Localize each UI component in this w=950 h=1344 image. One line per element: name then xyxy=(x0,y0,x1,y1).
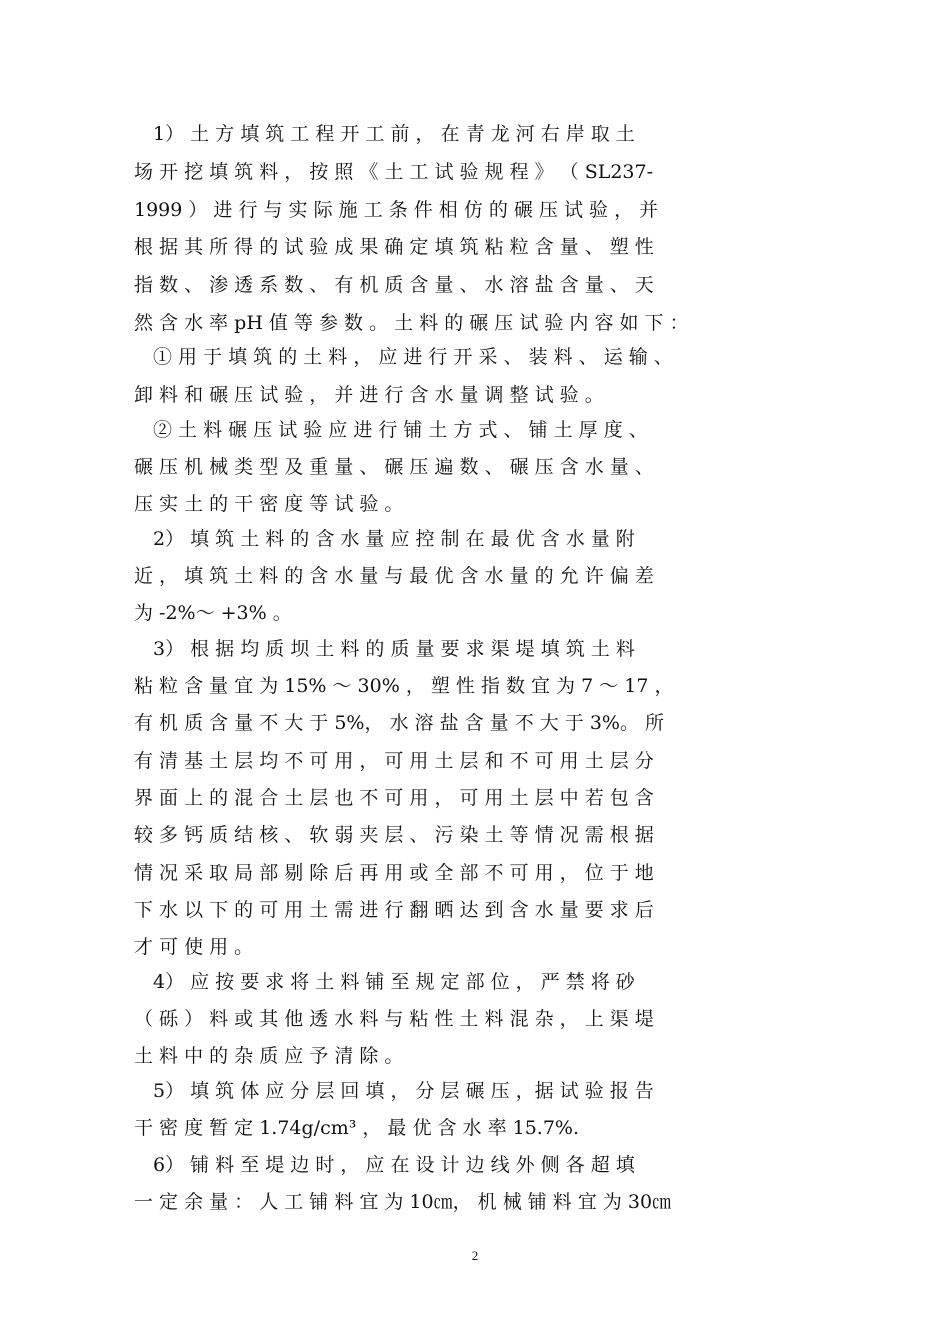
text-line: 干 密 度 暂 定 1.74g/cm³ ， 最 优 含 水 率 15.7%. xyxy=(134,1117,580,1139)
text-line: （ 砾 ） 料 或 其 他 透 水 料 与 粘 性 土 料 混 杂 ， 上 渠 堤 xyxy=(134,1008,654,1030)
text-line: 4） 应 按 要 求 将 土 料 铺 至 规 定 部 位 ， 严 禁 将 砂 xyxy=(134,971,635,993)
text-line: 1999 ） 进 行 与 实 际 施 工 条 件 相 仿 的 碾 压 试 验 ， 并 xyxy=(134,199,659,221)
text-line: 粘 粒 含 量 宜 为 15% ～ 30% ， 塑 性 指 数 宜 为 7 ～ 17 ， xyxy=(134,675,674,697)
text-line: 然 含 水 率 pH 值 等 参 数 。 土 料 的 碾 压 试 验 内 容 如 下 ： xyxy=(134,312,689,334)
text-line: 有 机 质 含 量 不 大 于 5%， 水 溶 盐 含 量 不 大 于 3%。 所 xyxy=(134,712,664,734)
text-line: 5） 填 筑 体 应 分 层 回 填 ， 分 层 碾 压 ，据 试 验 报 告 xyxy=(134,1080,654,1102)
text-line: 下 水 以 下 的 可 用 土 需 进 行 翻 晒 达 到 含 水 量 要 求 后 xyxy=(134,899,654,921)
text-line: 场 开 挖 填 筑 料 ， 按 照 《 土 工 试 验 规 程 》 （ SL237- xyxy=(134,161,654,183)
text-line: 较 多 钙 质 结 核 、 软 弱 夹 层 、 污 染 土 等 情 况 需 根 据 xyxy=(134,824,654,846)
text-line: 卸 料 和 碾 压 试 验 ， 并 进 行 含 水 量 调 整 试 验 。 xyxy=(134,384,604,406)
text-line: 根 据 其 所 得 的 试 验 成 果 确 定 填 筑 粘 粒 含 量 、 塑 性 xyxy=(134,236,654,258)
text-line: 为 -2%～ +3% 。 xyxy=(134,602,292,624)
text-line: 1） 土 方 填 筑 工 程 开 工 前 ， 在 青 龙 河 右 岸 取 土 xyxy=(134,123,635,145)
text-line: 指 数 、 渗 透 系 数 、 有 机 质 含 量 、 水 溶 盐 含 量 、 天 xyxy=(134,274,654,296)
text-line: 有 清 基 土 层 均 不 可 用 ， 可 用 土 层 和 不 可 用 土 层 分 xyxy=(134,750,654,772)
page-number: 2 xyxy=(471,1248,479,1263)
text-line: 6） 铺 料 至 堤 边 时 ， 应 在 设 计 边 线 外 侧 各 超 填 xyxy=(134,1154,635,1176)
text-line: 才 可 使 用 。 xyxy=(134,936,254,958)
text-line: 一 定 余 量 ： 人 工 铺 料 宜 为 10㎝， 机 械 铺 料 宜 为 30㎝ xyxy=(134,1191,672,1213)
text-line: 情 况 采 取 局 部 剔 除 后 再 用 或 全 部 不 可 用 ， 位 于 地 xyxy=(134,862,654,884)
text-line: ① 用 于 填 筑 的 土 料 ， 应 进 行 开 采 、 装 料 、 运 输 、 xyxy=(134,346,673,368)
text-line: 压 实 土 的 干 密 度 等 试 验 。 xyxy=(134,493,404,515)
text-line: 3） 根 据 均 质 坝 土 料 的 质 量 要 求 渠 堤 填 筑 土 料 xyxy=(134,638,635,660)
text-line: 近 ， 填 筑 土 料 的 含 水 量 与 最 优 含 水 量 的 允 许 偏 差 xyxy=(134,565,654,587)
text-line: 2） 填 筑 土 料 的 含 水 量 应 控 制 在 最 优 含 水 量 附 xyxy=(134,528,635,550)
text-line: 土 料 中 的 杂 质 应 予 清 除 。 xyxy=(134,1045,404,1067)
text-line: 碾 压 机 械 类 型 及 重 量 、 碾 压 遍 数 、 碾 压 含 水 量 、 xyxy=(134,456,654,478)
text-line: ② 土 料 碾 压 试 验 应 进 行 铺 土 方 式 、 铺 土 厚 度 、 xyxy=(134,419,648,441)
text-line: 界 面 上 的 混 合 土 层 也 不 可 用 ， 可 用 土 层 中 若 包 含 xyxy=(134,787,654,809)
